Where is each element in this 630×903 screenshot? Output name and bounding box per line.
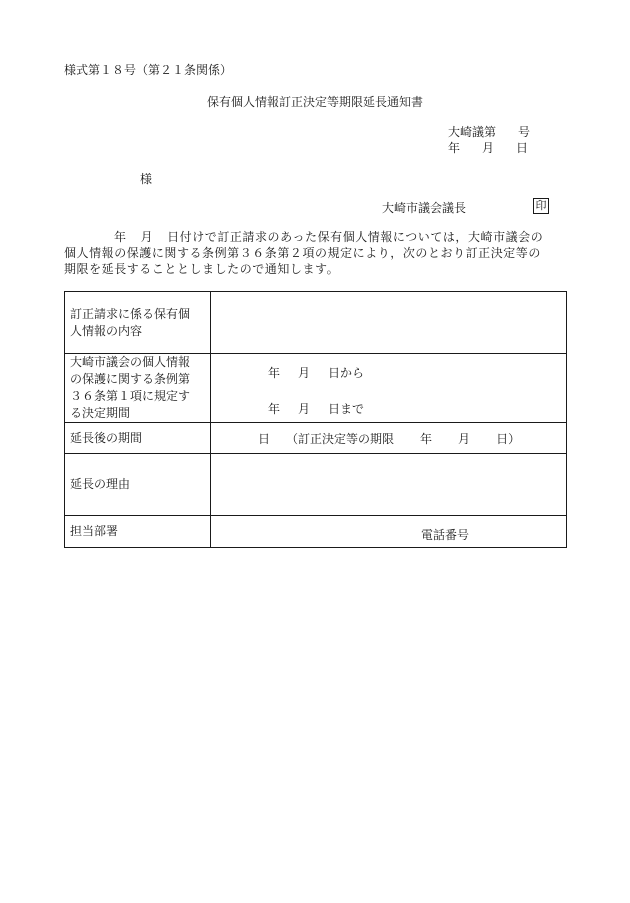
sender-name: 大崎市議会議長 [382,201,467,215]
form-number: 様式第１８号（第２１条関係） [64,63,233,77]
to-year: 年 [268,402,281,416]
issue-date-day: 日 [516,141,529,155]
deadline-year: 年 [420,431,433,446]
notice-details-table [64,291,567,548]
document-number-prefix: 大崎議第 [448,125,497,139]
table-row-extended-period [65,423,567,454]
label-request-content [65,292,211,354]
label-request-content-line-2: 人情報の内容 [70,323,143,338]
table-row-extension-reason [65,454,567,516]
body-line-1-text: 日付けで訂正請求のあった保有個人情報については，大崎市議会の [167,230,544,244]
notice-body-line-1 [64,229,566,245]
table-row-department [65,516,567,548]
document-number [448,126,530,138]
value-request-content[interactable] [211,292,567,354]
deadline-month: 月 [458,431,471,446]
seal-mark: 印 [533,198,549,214]
to-day: 日まで [328,402,365,416]
label-decision-period [65,354,211,423]
decision-period-to [268,400,364,417]
value-extended-period[interactable] [211,423,567,454]
document-number-suffix: 号 [518,125,531,139]
document-title: 保有個人情報訂正決定等期限延長通知書 [206,95,423,109]
label-department: 担当部署 [65,516,211,548]
body-year: 年 [114,230,127,244]
value-extension-reason[interactable] [211,454,567,516]
addressee-honorific: 様 [140,172,153,186]
phone-number-label: 電話番号 [421,528,470,542]
deadline-day: 日） [496,431,521,446]
body-month: 月 [140,230,154,244]
notice-body-line-2: 個人情報の保護に関する条例第３６条第２項の規定により，次のとおり訂正決定等の [64,246,541,260]
table-row-request-content [65,292,567,354]
label-decision-period-line-1: 大崎市議会の個人情報 [70,355,191,369]
notice-body [64,229,566,277]
label-extended-period: 延長後の期間 [65,423,211,454]
to-month: 月 [298,402,311,416]
extended-days: 日 [258,431,271,446]
issue-date [448,142,528,154]
deadline-prefix: （訂正決定等の期限 [286,431,395,446]
notice-body-line-3: 期限を延長することとしましたので通知します。 [64,262,340,276]
label-request-content-line-1: 訂正請求に係る保有個 [70,306,191,321]
from-year: 年 [268,366,281,380]
label-decision-period-line-2: の保護に関する条例第 [70,372,191,386]
label-decision-period-line-4: る決定期間 [70,406,131,420]
table-row-decision-period [65,354,567,423]
label-extension-reason: 延長の理由 [65,454,211,516]
from-day: 日から [328,366,365,380]
issue-date-month: 月 [482,141,495,155]
issue-date-year: 年 [448,141,461,155]
value-decision-period[interactable] [211,354,567,423]
decision-period-from [268,364,364,381]
label-decision-period-line-3: ３６条第１項に規定す [70,389,191,403]
value-department[interactable] [211,516,567,548]
from-month: 月 [298,366,311,380]
